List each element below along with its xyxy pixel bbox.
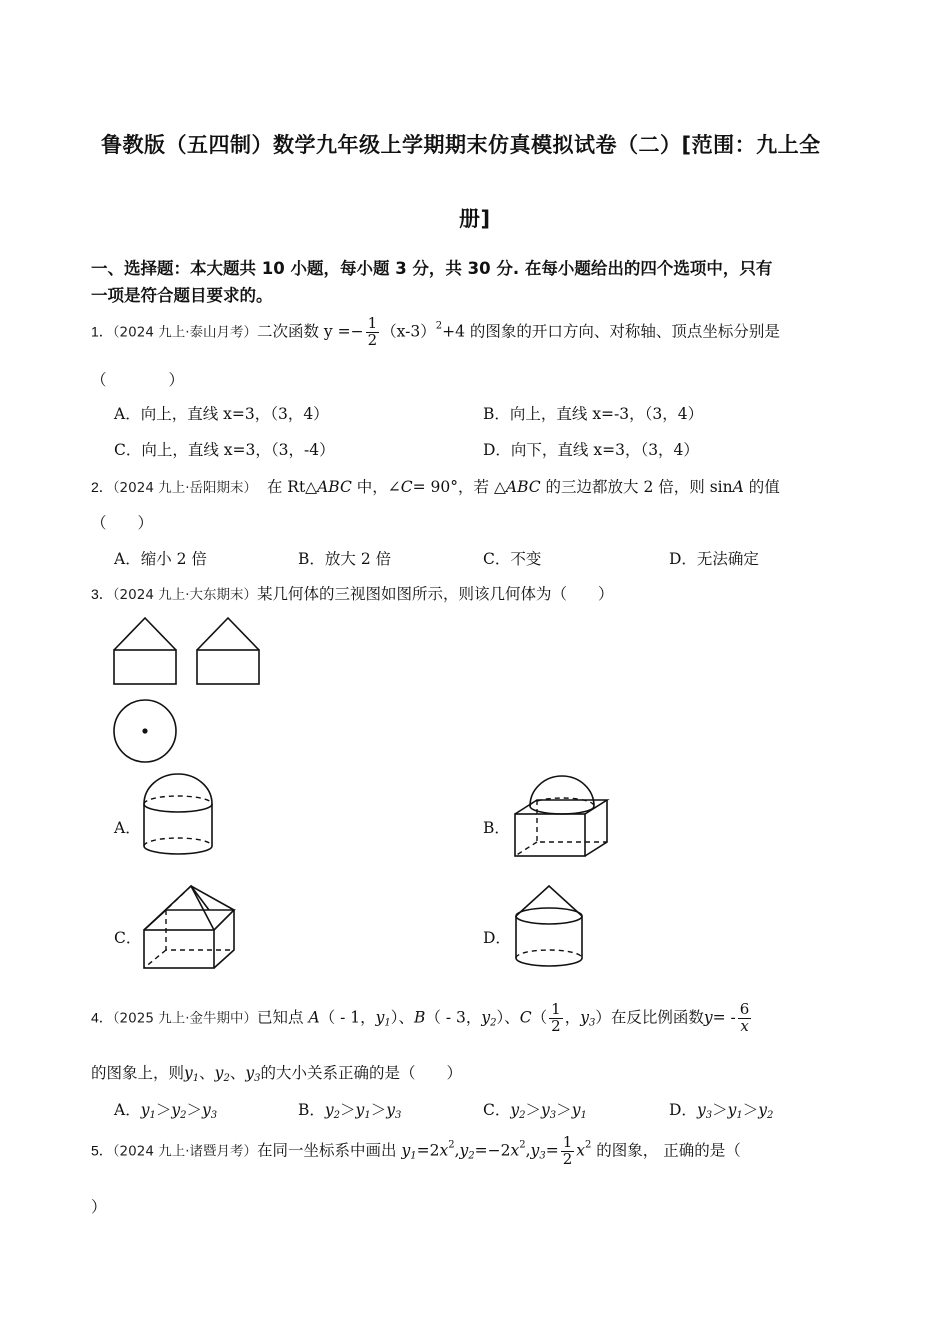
hemisphere-on-cylinder-icon[interactable]	[140, 774, 220, 864]
fraction: $\frac{1}{2}$	[562, 1133, 573, 1168]
stem-text: +4 的图象的开口方向、对称轴、顶点坐标分别是	[442, 322, 780, 341]
question-source: （2025 九上·金牛期中）	[112, 1010, 257, 1027]
question-3-stem: 3．（2024 九上·大东期末）某几何体的三视图如图所示，则该几何体为（ ）	[91, 585, 614, 603]
question-source: （2024 九上·诸暨月考）	[112, 1143, 257, 1160]
option-a[interactable]: A．向上，直线 x=3，（3，4）	[114, 405, 329, 423]
option-b[interactable]: B．	[483, 819, 510, 837]
section-heading: 一、选择题：本大题共 10 小题，每小题 3 分，共 30 分. 在每小题给出的四个选项中，只有	[91, 259, 773, 278]
fraction: $\frac{6}{x}$	[739, 1000, 750, 1035]
question-source: （2024 九上·岳阳期末）	[112, 480, 257, 496]
option-c[interactable]: C．向上，直线 x=3，（3，-4）	[114, 441, 335, 459]
option-d[interactable]: D．无法确定	[669, 550, 759, 568]
option-a[interactable]: A．$y_1>y_2>y_3$	[114, 1101, 218, 1121]
page-title: 鲁教版（五四制）数学九年级上学期期末仿真模拟试卷（二）[范围：九上全	[101, 133, 821, 157]
question-4-stem: 4．（2025 九上·金牛期中）已知点 A（ - 1，$y_1$）、B（ - 3，$y_2$）、C（ $\frac{1}{2}$ ，$y_3$）在反比例函数y= - $\frac{6}{x}$	[91, 1000, 750, 1035]
pyramid-on-cube-icon[interactable]	[140, 884, 240, 974]
option-d[interactable]: D．$y_3>y_1>y_2$	[669, 1101, 774, 1121]
answer-paren: （ ）	[91, 514, 154, 532]
question-5-stem: 5．（2024 九上·诸暨月考）在同一坐标系中画出 $y_1=2x^2,y_2=-2x^2,y_3=$ $\frac{1}{2}$ $x^2$ 的图象， 正确的是（	[91, 1133, 741, 1168]
option-d[interactable]: D．向下，直线 x=3，（3，4）	[483, 441, 699, 459]
hemisphere-on-cube-icon[interactable]	[512, 770, 612, 860]
question-4-stem-continued: 的图象上，则$y_1$、$y_2$、$y_3$的大小关系正确的是（ ）	[91, 1064, 462, 1084]
option-b[interactable]: B．向上，直线 x=-3，（3，4）	[483, 405, 704, 423]
option-b[interactable]: B．$y_2>y_1>y_3$	[298, 1101, 402, 1121]
option-b[interactable]: B．放大 2 倍	[298, 550, 392, 568]
page-title-continued: 册]	[459, 207, 491, 231]
question-source: （2024 九上·大东期末）	[112, 587, 257, 603]
question-number: 5．	[91, 1142, 113, 1159]
section-heading-continued: 一项是符合题目要求的。	[91, 286, 273, 305]
question-number: 4．	[91, 1009, 113, 1026]
question-number: 2．	[91, 479, 113, 495]
stem-text: （x-3）	[381, 322, 436, 341]
option-c[interactable]: C．$y_2>y_3>y_1$	[483, 1101, 587, 1121]
question-number: 1．	[91, 323, 113, 340]
cone-on-cylinder-icon[interactable]	[512, 884, 592, 974]
fraction: $\frac{1}{2}$	[551, 1000, 561, 1035]
option-c[interactable]: C．不变	[483, 550, 542, 568]
question-source: （2024 九上·泰山月考）	[112, 324, 257, 341]
answer-paren: （ ）	[91, 371, 185, 389]
fraction: $\frac{1}{2}$	[367, 314, 378, 349]
option-d[interactable]: D．	[483, 929, 511, 947]
question-1-stem: 1．（2024 九上·泰山月考）二次函数 y =− $\frac{1}{2}$ $(x-3)^2+4$ 的图象的开口方向、对称轴、顶点坐标分别是	[91, 314, 780, 349]
option-a[interactable]: A．缩小 2 倍	[114, 550, 207, 568]
three-view-icon	[110, 612, 270, 772]
option-a[interactable]: A．	[114, 819, 141, 837]
answer-paren: ）	[91, 1198, 107, 1216]
question-2-stem: 2．（2024 九上·岳阳期末） 在 Rt△ABC 中，∠C= 90°，若 △ABC 的三边都放大 2 倍，则 sinA 的值	[91, 478, 780, 496]
option-c[interactable]: C．	[114, 929, 142, 947]
stem-text: 二次函数 y =−	[257, 322, 364, 341]
question-number: 3．	[91, 586, 113, 602]
